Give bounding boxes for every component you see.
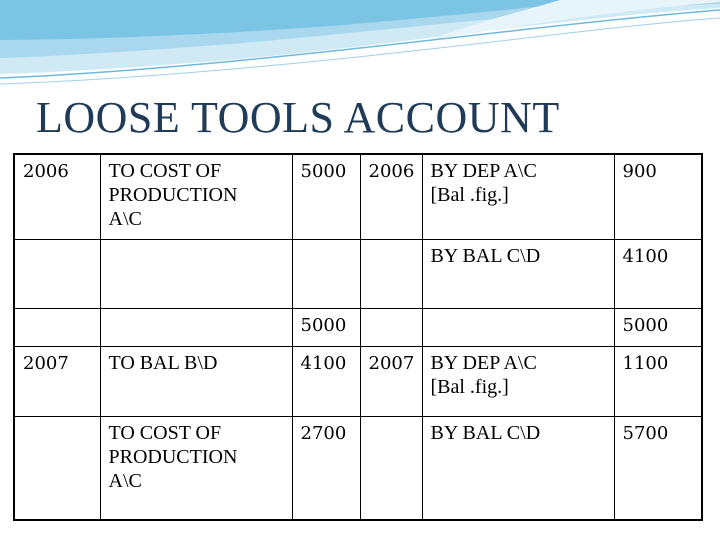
credit-amount-cell: 5700 xyxy=(614,417,702,521)
credit-year-cell xyxy=(360,309,422,347)
debit-year-cell xyxy=(14,417,100,521)
debit-year-cell: 2006 xyxy=(14,154,100,240)
debit-particulars-cell: TO BAL B\D xyxy=(100,347,292,417)
credit-amount-cell: 1100 xyxy=(614,347,702,417)
debit-year-cell xyxy=(14,309,100,347)
debit-amount-cell: 2700 xyxy=(292,417,360,521)
debit-particulars-cell: TO COST OF PRODUCTION A\C xyxy=(100,154,292,240)
credit-amount-cell: 4100 xyxy=(614,240,702,309)
credit-particulars-cell: BY BAL C\D xyxy=(422,417,614,521)
credit-particulars-cell: BY DEP A\C [Bal .fig.] xyxy=(422,154,614,240)
credit-year-cell xyxy=(360,417,422,521)
credit-amount-cell: 900 xyxy=(614,154,702,240)
debit-year-cell: 2007 xyxy=(14,347,100,417)
ledger-row xyxy=(14,240,702,309)
debit-particulars-cell: TO COST OF PRODUCTION A\C xyxy=(100,417,292,521)
header-swoosh-decoration xyxy=(0,0,720,90)
credit-total-cell: 5000 xyxy=(614,309,702,347)
credit-particulars-cell xyxy=(422,309,614,347)
credit-particulars-cell: BY DEP A\C [Bal .fig.] xyxy=(422,347,614,417)
ledger-row xyxy=(14,417,702,521)
ledger-row xyxy=(14,154,702,240)
debit-year-cell xyxy=(14,240,100,309)
ledger-row xyxy=(14,347,702,417)
debit-particulars-cell xyxy=(100,240,292,309)
debit-amount-cell: 4100 xyxy=(292,347,360,417)
debit-particulars-cell xyxy=(100,309,292,347)
ledger-total-row xyxy=(14,309,702,347)
credit-year-cell: 2006 xyxy=(360,154,422,240)
debit-total-cell: 5000 xyxy=(292,309,360,347)
credit-particulars-cell: BY BAL C\D xyxy=(422,240,614,309)
credit-year-cell: 2007 xyxy=(360,347,422,417)
debit-amount-cell xyxy=(292,240,360,309)
ledger-table xyxy=(13,153,703,521)
page-title: LOOSE TOOLS ACCOUNT xyxy=(36,93,560,142)
debit-amount-cell: 5000 xyxy=(292,154,360,240)
credit-year-cell xyxy=(360,240,422,309)
